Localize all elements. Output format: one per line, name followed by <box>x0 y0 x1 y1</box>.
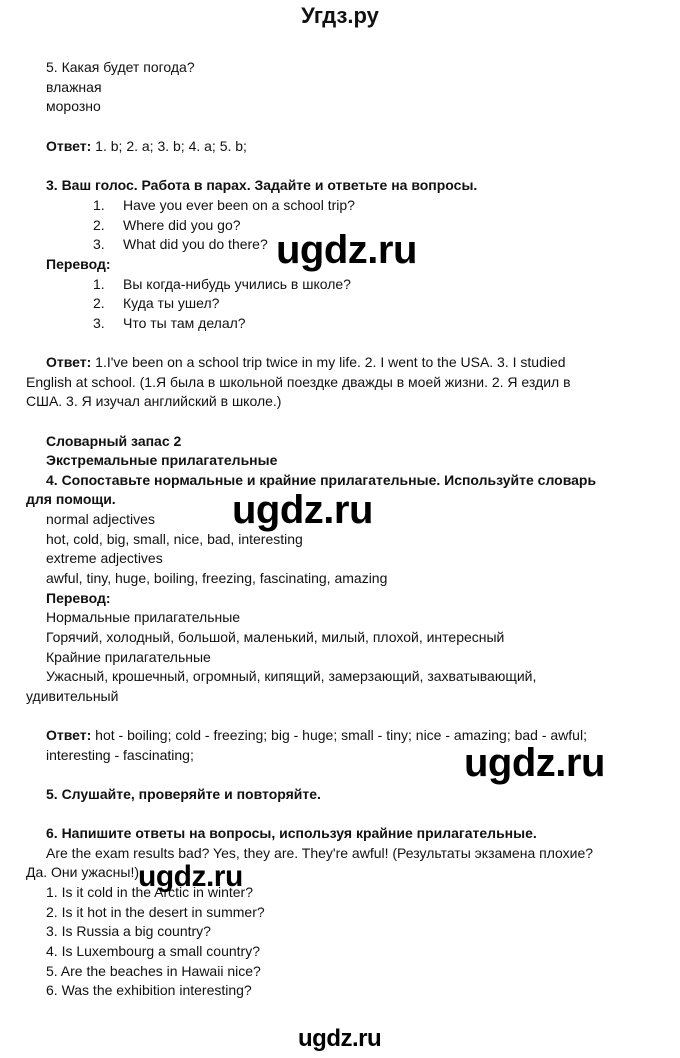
watermark: ugdz.ru <box>298 1025 382 1052</box>
ex4-normal-list: hot, cold, big, small, nice, bad, interesting <box>46 531 303 547</box>
ex4-heading-line-2: для помощи. <box>26 491 116 507</box>
ex4-answer-line-1: Ответ: hot - boiling; cold - freezing; big - huge; small - tiny; nice - amazing; bad - awful; <box>46 727 587 743</box>
ex3-answer-line-2: English at school. (1.Я была в школьной поездке дважды в моей жизни. 2. Я ездил в <box>26 374 571 390</box>
ex6-example-line-1: Are the exam results bad? Yes, they are. They're awful! (Результаты экзамена плохие? <box>46 845 594 861</box>
q5-question: 5. Какая будет погода? <box>46 59 195 75</box>
ex6-question: 6. Was the exhibition interesting? <box>46 982 252 998</box>
watermark: ugdz.ru <box>232 488 373 532</box>
ex3-translation-item: 3. Что ты там делал? <box>93 315 246 331</box>
answer-1 <box>46 137 247 155</box>
ex6-question: 1. Is it cold in the Arctic in winter? <box>46 884 253 900</box>
ex6-heading: 6. Напишите ответы на вопросы, используя крайние прилагательные. <box>46 825 537 841</box>
ex4-extreme-label: extreme adjectives <box>46 550 163 566</box>
ex4-extreme-list: awful, tiny, huge, boiling, freezing, fascinating, amazing <box>46 570 388 586</box>
answer-label: Ответ: <box>46 138 92 154</box>
ex3-translation-item: 2. Куда ты ушел? <box>93 295 220 311</box>
vocab-title: Словарный запас 2 <box>46 433 182 449</box>
vocab-subtitle: Экстремальные прилагательные <box>46 452 278 468</box>
ex6-example-line-2: Да. Они ужасны!) <box>26 864 140 880</box>
ex3-item: 1. Have you ever been on a school trip? <box>93 197 355 213</box>
ex6-question: 3. Is Russia a big country? <box>46 923 211 939</box>
ex4-tr-extreme-list-line-2: удивительный <box>26 688 119 704</box>
q5-word-1: влажная <box>46 79 102 95</box>
ex3-heading: 3. Ваш голос. Работа в парах. Задайте и ответьте на вопросы. <box>46 177 478 193</box>
ex6-question: 2. Is it hot in the desert in summer? <box>46 904 265 920</box>
watermark: ugdz.ru <box>138 860 243 893</box>
watermark: ugdz.ru <box>464 741 605 785</box>
ex3-answer-line-1: Ответ: 1.I've been on a school trip twice in my life. 2. I went to the USA. 3. I studied <box>46 354 566 370</box>
site-title: Угдз.ру <box>301 3 379 28</box>
ex3-item: 3. What did you do there? <box>93 236 268 252</box>
ex3-translation-item: 1. Вы когда-нибудь учились в школе? <box>93 276 351 292</box>
ex4-tr-extreme-list-line-1: Ужасный, крошечный, огромный, кипящий, замерзающий, захватывающий, <box>46 668 537 684</box>
ex4-tr-normal-list: Горячий, холодный, большой, маленький, милый, плохой, интересный <box>46 629 505 645</box>
ex4-answer-line-2: interesting - fascinating; <box>46 747 194 763</box>
ex6-question: 4. Is Luxembourg a small country? <box>46 943 260 959</box>
answer-text: 1. b; 2. a; 3. b; 4. a; 5. b; <box>91 138 247 154</box>
ex5-heading: 5. Слушайте, проверяйте и повторяйте. <box>46 786 321 802</box>
q5-word-2: морозно <box>46 98 101 114</box>
ex4-translation-label: Перевод: <box>46 590 111 606</box>
watermark: ugdz.ru <box>276 228 417 272</box>
ex4-tr-extreme-label: Крайние прилагательные <box>46 649 211 665</box>
ex4-heading-line-1: 4. Сопоставьте нормальные и крайние прилагательные. Используйте словарь <box>46 472 597 488</box>
ex4-normal-label: normal adjectives <box>46 511 155 527</box>
ex3-answer-line-3: США. 3. Я изучал английский в школе.) <box>26 393 282 409</box>
ex4-tr-normal-label: Нормальные прилагательные <box>46 609 241 625</box>
ex6-question: 5. Are the beaches in Hawaii nice? <box>46 963 261 979</box>
ex3-translation-label: Перевод: <box>46 256 111 272</box>
ex3-item: 2. Where did you go? <box>93 217 241 233</box>
